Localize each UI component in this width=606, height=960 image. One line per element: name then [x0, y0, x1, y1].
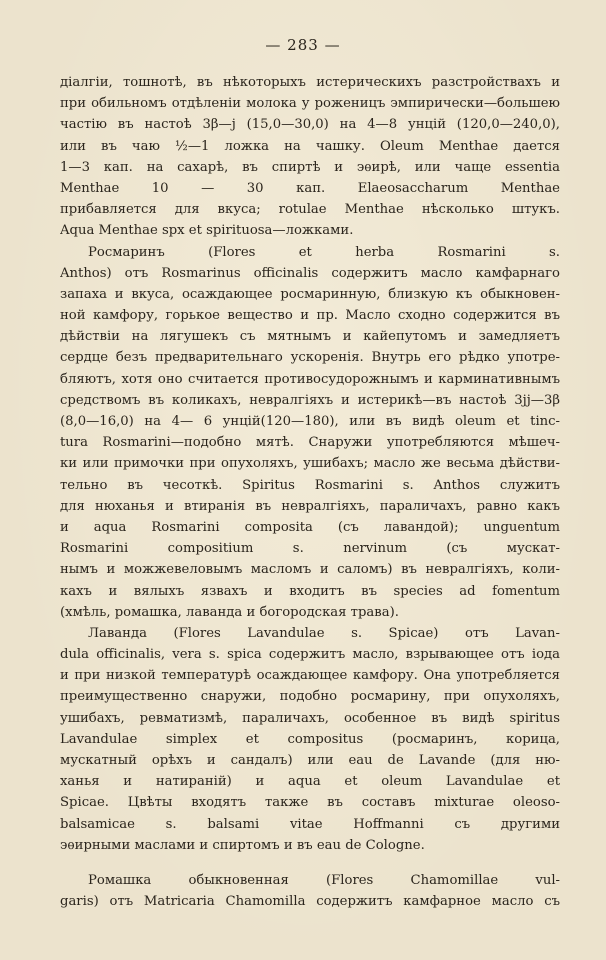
text-line: Lavandulae simplex et compositus (росмаринъ, корица,: [60, 731, 560, 747]
text-line: при обильномъ отдѣленіи молока у роженицъ эмпирически—большею: [60, 96, 560, 112]
text-line: ной камфору, горькое вещество и пр. Масло сходно содержится въ: [60, 308, 560, 324]
text-line: Ромашка обыкновенная (Flores Chamomillae vul-: [88, 872, 560, 888]
text-line: Menthae 10 — 30 кап. Elaeosaccharum Menthae: [60, 180, 560, 196]
text-line: частію въ настоѣ 3β—j (15,0—30,0) на 4—8 унцій (120,0—240,0),: [60, 117, 560, 133]
text-line: tura Rosmarini—подобно мятѣ. Снаружи употребляются мѣшеч-: [60, 435, 560, 451]
text-line: dula officinalis, vera s. spica содержитъ масло, взрывающее отъ іода: [60, 647, 560, 663]
page-number: — 283 —: [265, 36, 341, 54]
text-line: для нюханья и втиранія въ невралгіяхъ, параличахъ, равно какъ: [60, 498, 560, 514]
text-line: прибавляется для вкуса; rotulae Menthae нѣсколько штукъ.: [60, 202, 560, 218]
paragraph-gap: [60, 856, 560, 870]
paragraph-mint: [60, 72, 560, 242]
text-line: или въ чаю ½—1 ложка на чашку. Oleum Menthae дается: [60, 138, 560, 154]
text-line: Rosmarini compositium s. nervinum (съ мускат-: [60, 541, 560, 557]
text-line: 1—3 кап. на сахарѣ, въ спиртѣ и эѳирѣ, или чаще essentia: [60, 159, 560, 175]
text-line: діалгіи, тошнотѣ, въ нѣкоторыхъ истерическихъ разстройствахъ и: [60, 75, 560, 90]
text-line: ушибахъ, ревматизмѣ, параличахъ, особенное въ видѣ spiritus: [60, 710, 560, 726]
text-line: (хмѣль, ромашка, лаванда и богородская трава).: [60, 604, 399, 620]
text-line: и при низкой температурѣ осаждающее камфору. Она употребляется: [60, 668, 560, 684]
text-line: Aqua Menthae spx et spirituosa—ложками.: [60, 223, 354, 239]
paragraph-rosemary: [60, 242, 560, 623]
text-line: нымъ и можжевеловымъ масломъ и саломъ) въ невралгіяхъ, коли-: [60, 562, 560, 578]
text-line: эѳирными маслами и спиртомъ и въ eau de Cologne.: [60, 837, 425, 853]
text-line: мускатный орѣхъ и сандалъ) или eau de Lavande (для ню-: [60, 753, 560, 768]
text-line: тельно въ чесоткѣ. Spiritus Rosmarini s. Anthos служитъ: [60, 477, 560, 493]
text-line: ханья и натираній) и aqua et oleum Lavandulae et: [60, 774, 560, 790]
text-line: (8,0—16,0) на 4— 6 унцій(120—180), или въ видѣ oleum et tinc-: [60, 414, 560, 429]
text-line: Росмаринъ (Flores et herba Rosmarini s.: [88, 244, 560, 260]
text-line: и aqua Rosmarini composita (съ лавандой); unguentum: [60, 519, 560, 535]
text-line: дѣйствіи на лягушекъ съ мятнымъ и кайепутомъ и замедляетъ: [60, 329, 560, 345]
text-line: garis) отъ Matricaria Chamomilla содержитъ камфарное масло съ: [60, 894, 560, 910]
text-line: кахъ и вялыхъ язвахъ и входитъ въ species ad fomentum: [60, 583, 560, 599]
text-line: преимущественно снаружи, подобно росмарину, при опухоляхъ,: [60, 689, 560, 705]
paragraph-lavender: [60, 623, 560, 856]
text-line: бляютъ, хотя оно считается противосудорожнымъ и карминативнымъ: [60, 371, 560, 387]
paragraph-chamomile: [60, 870, 560, 912]
text-line: запаха и вкуса, осаждающее росмаринную, близкую къ обыкновен-: [60, 286, 560, 302]
text-line: balsamicae s. balsami vitae Hoffmanni съ другими: [60, 816, 560, 832]
text-line: Anthos) отъ Rosmarinus officinalis содержитъ масло камфарнаго: [60, 265, 560, 281]
text-line: средствомъ въ коликахъ, невралгіяхъ и истерикѣ—въ настоѣ 3jj—3β: [60, 392, 560, 408]
text-line: сердце безъ предварительнаго ускоренія. Внутрь его рѣдко употре-: [60, 350, 560, 366]
text-line: Лаванда (Flores Lavandulae s. Spicae) отъ Lavan-: [88, 625, 560, 641]
text-line: ки или примочки при опухоляхъ, ушибахъ; масло же весьма дѣйстви-: [60, 456, 560, 472]
text-line: Spicae. Цвѣты входятъ также въ составъ mixturae oleoso-: [60, 795, 560, 811]
page-body: [60, 72, 560, 912]
